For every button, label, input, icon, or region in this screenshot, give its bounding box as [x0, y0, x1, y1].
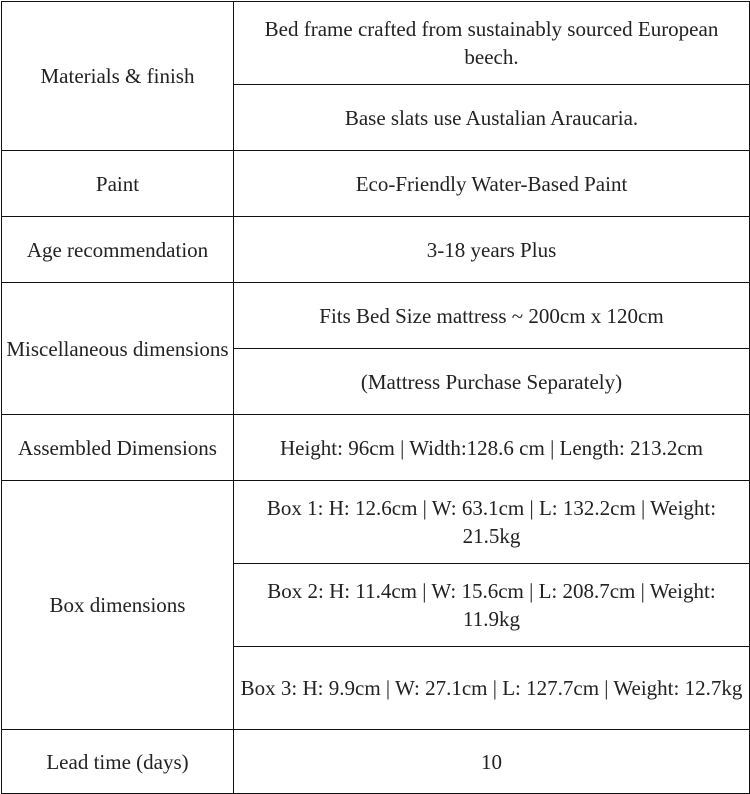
spec-value-mattress-note: (Mattress Purchase Separately): [234, 349, 750, 415]
spec-value-mattress-size: Fits Bed Size mattress ~ 200cm x 120cm: [234, 283, 750, 349]
spec-label-misc-dimensions: Miscellaneous dimensions: [2, 283, 234, 415]
spec-label-materials: Materials & finish: [2, 2, 234, 151]
spec-label-box-dimensions: Box dimensions: [2, 481, 234, 730]
spec-value-assembled: Height: 96cm | Width:128.6 cm | Length: 213.2cm: [234, 415, 750, 481]
table-row: [2, 2, 750, 85]
spec-label-lead-time: Lead time (days): [2, 730, 234, 794]
spec-value-box-1: Box 1: H: 12.6cm | W: 63.1cm | L: 132.2cm | Weight: 21.5kg: [234, 481, 750, 564]
product-spec-table: [1, 1, 750, 794]
table-row: [2, 151, 750, 217]
table-row: [2, 217, 750, 283]
spec-label-age: Age recommendation: [2, 217, 234, 283]
spec-label-assembled: Assembled Dimensions: [2, 415, 234, 481]
spec-value-box-3: Box 3: H: 9.9cm | W: 27.1cm | L: 127.7cm | Weight: 12.7kg: [234, 647, 750, 730]
spec-value-age: 3-18 years Plus: [234, 217, 750, 283]
spec-value-lead-time: 10: [234, 730, 750, 794]
spec-value-paint: Eco-Friendly Water-Based Paint: [234, 151, 750, 217]
spec-label-paint: Paint: [2, 151, 234, 217]
spec-value-materials-slats: Base slats use Austalian Araucaria.: [234, 85, 750, 151]
table-row: [2, 481, 750, 564]
table-row: [2, 415, 750, 481]
spec-value-box-2: Box 2: H: 11.4cm | W: 15.6cm | L: 208.7cm | Weight: 11.9kg: [234, 564, 750, 647]
table-row: [2, 730, 750, 794]
spec-value-materials-frame: Bed frame crafted from sustainably sourced European beech.: [234, 2, 750, 85]
table-row: [2, 283, 750, 349]
